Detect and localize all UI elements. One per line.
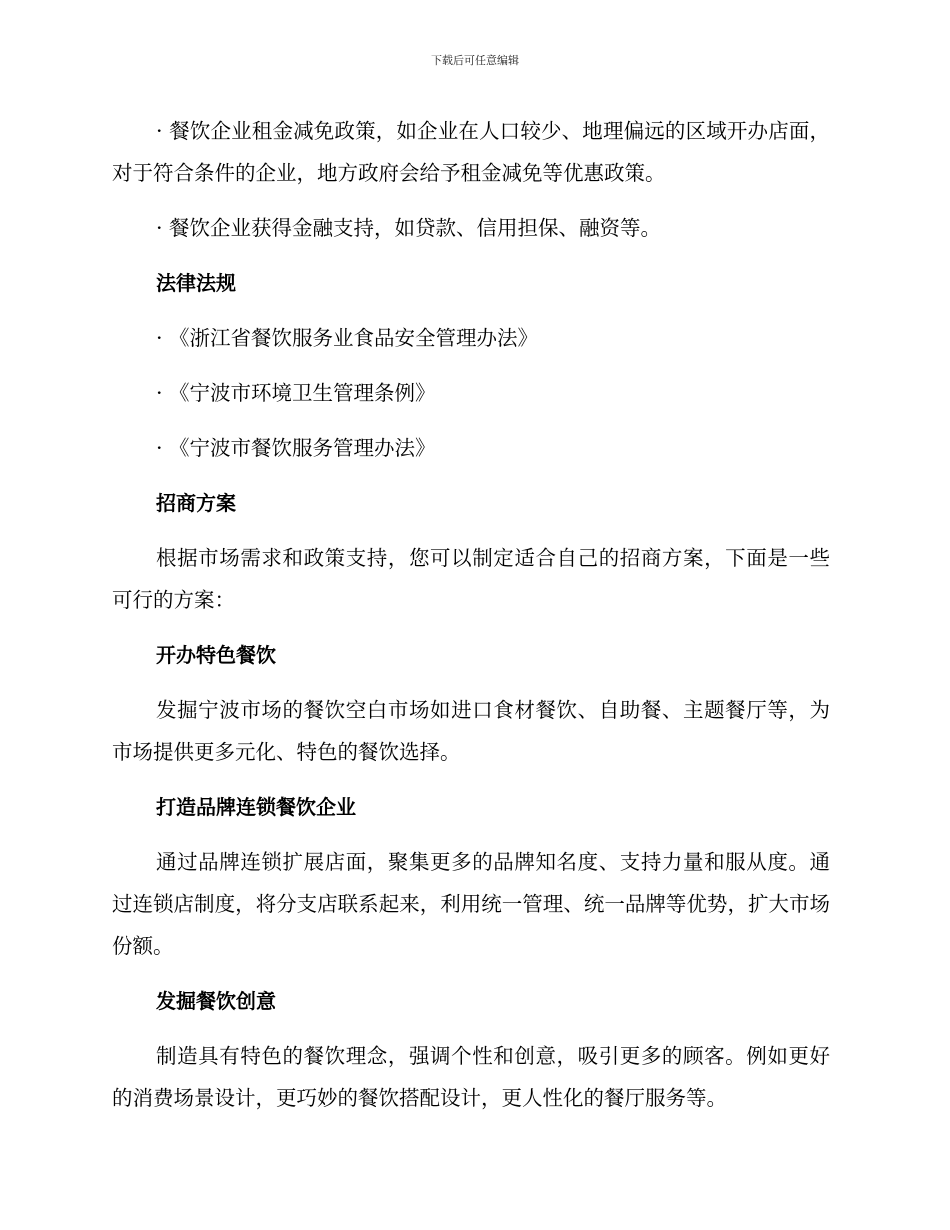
catering-creativity-paragraph: 制造具有特色的餐饮理念，强调个性和创意，吸引更多的顾客。例如更好的消费场景设计，更巧妙的餐饮搭配设计，更人性化的餐厅服务等。 bbox=[112, 1044, 830, 1110]
investment-intro-paragraph: 根据市场需求和政策支持，您可以制定适合自己的招商方案，下面是一些可行的方案： bbox=[112, 546, 830, 612]
subheading-specialty-catering: 开办特色餐饮 bbox=[156, 643, 276, 667]
page-header: 下载后可任意编辑 bbox=[431, 54, 519, 67]
subheading-brand-chain: 打造品牌连锁餐饮企业 bbox=[156, 795, 356, 819]
section-heading-investment: 招商方案 bbox=[156, 491, 236, 515]
policy-financial-support: · 餐饮企业获得金融支持，如贷款、信用担保、融资等。 bbox=[156, 216, 662, 240]
document-body bbox=[112, 110, 830, 1132]
section-heading-laws: 法律法规 bbox=[156, 271, 236, 295]
law-item-zhejiang-food-safety: · 《浙江省餐饮服务业食品安全管理办法》 bbox=[156, 326, 539, 350]
specialty-catering-paragraph: 发掘宁波市场的餐饮空白市场如进口食材餐饮、自助餐、主题餐厅等，为市场提供更多元化、特色的餐饮选择。 bbox=[112, 698, 830, 764]
brand-chain-paragraph: 通过品牌连锁扩展店面，聚集更多的品牌知名度、支持力量和服从度。通过连锁店制度，将分支店联系起来，利用统一管理、统一品牌等优势，扩大市场份额。 bbox=[112, 850, 830, 958]
law-item-ningbo-sanitation: · 《宁波市环境卫生管理条例》 bbox=[156, 381, 436, 405]
policy-rent-reduction: · 餐饮企业租金减免政策，如企业在人口较少、地理偏远的区域开办店面，对于符合条件的企业，地方政府会给予租金减免等优惠政策。 bbox=[112, 119, 830, 185]
subheading-catering-creativity: 发掘餐饮创意 bbox=[156, 989, 276, 1013]
law-item-ningbo-catering: · 《宁波市餐饮服务管理办法》 bbox=[156, 436, 436, 460]
